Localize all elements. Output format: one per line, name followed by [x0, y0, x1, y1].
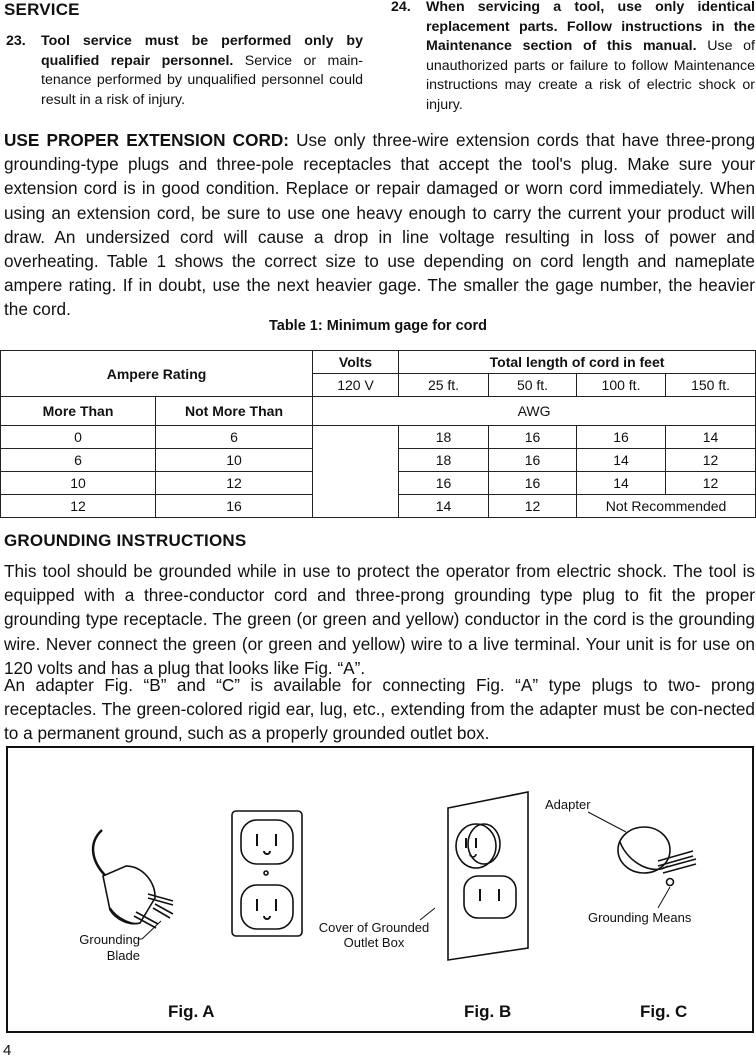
plug-icon	[103, 866, 155, 924]
table-row	[1, 426, 756, 449]
table-cell: 12	[666, 449, 756, 472]
plug-illustration	[8, 748, 752, 1031]
length-header: 100 ft.	[577, 374, 666, 397]
table-cell: 14	[577, 449, 666, 472]
not-more-than-header: Not More Than	[156, 397, 313, 426]
table-cell: 16	[577, 426, 666, 449]
grounding-heading: GROUNDING INSTRUCTIONS	[4, 531, 247, 550]
table-cell: 16	[489, 426, 577, 449]
fig-c-label: Fig. C	[640, 1002, 688, 1021]
grounding-figure	[6, 746, 754, 1033]
volts-header: Volts	[313, 351, 399, 374]
grounding-means-label: Grounding Means	[588, 910, 692, 925]
page-number: 4	[3, 1042, 12, 1059]
not-recommended-cell: Not Recommended	[577, 495, 756, 518]
item-text: Use of unauthorized parts or failure to follow Maintenance instructions may create a risk of electric shock or injury.	[426, 38, 755, 113]
table-cell: 18	[399, 426, 489, 449]
awg-header: AWG	[313, 397, 756, 426]
table-cell: 16	[489, 472, 577, 495]
ampere-rating-header: Ampere Rating	[1, 351, 313, 397]
fig-b-label: Fig. B	[464, 1002, 512, 1021]
length-header: 50 ft.	[489, 374, 577, 397]
outlet-cover-label-line: Cover of Grounded	[318, 920, 430, 935]
adapter-label: Adapter	[545, 797, 591, 812]
total-length-header: Total length of cord in feet	[399, 351, 756, 374]
table-cell: 14	[666, 426, 756, 449]
table-cell: 16	[399, 472, 489, 495]
grounding-paragraph-1: This tool should be grounded while in use to protect the operator from electric shock. The tool is equipped with a three-conductor cord and three-prong grounding type plug to fit the proper grounding type receptacle. The green (or green and yellow) conductor in the cord is the grounding wire. Never connect the green (or green and yellow) wire to a live terminal. Your unit is for use on 120 volts and has a plug that looks like Fig. “A”.	[4, 561, 755, 678]
grounding-blade-label-line: Grounding	[79, 932, 140, 947]
grounding-lug-icon	[667, 879, 674, 886]
table-cell: 0	[1, 426, 156, 449]
table-cell: 16	[489, 449, 577, 472]
length-header: 25 ft.	[399, 374, 489, 397]
extension-cord-text: Use only three-wire extension cords that have three-prong grounding-type plugs and three-pole receptacles that accept the tool's plug. Make sure your extension cord is in good condition. Replace or repair damaged or worn cord immediately. When using an extension cord, be sure to use one heavy enough to carry the current your product will draw. An undersized cord will cause a drop in line voltage resulting in loss of power and overheating. Table 1 shows the correct size to use depending on cord length and nameplate ampere rating. If in doubt, use the next heavier gage. The smaller the gage number, the heavier the cord.	[4, 130, 755, 320]
table-cell: 16	[156, 495, 313, 518]
table-cell: 12	[489, 495, 577, 518]
fig-a-label: Fig. A	[168, 1002, 215, 1021]
table-cell: 12	[666, 472, 756, 495]
more-than-header: More Than	[1, 397, 156, 426]
table-cell: 6	[1, 449, 156, 472]
grounding-blade-label	[66, 932, 140, 964]
table-cell: 18	[399, 449, 489, 472]
table-cell: 12	[156, 472, 313, 495]
table-cell: 10	[1, 472, 156, 495]
length-header: 150 ft.	[666, 374, 756, 397]
service-heading: SERVICE	[4, 0, 80, 19]
table-cell: 10	[156, 449, 313, 472]
grounding-paragraph-2: An adapter Fig. “B” and “C” is available for connecting Fig. “A” type plugs to two- prong receptacles. The green-colored rigid ear, lug, etc., extending from the adapter must be con-nected to a permanent ground, such as a properly grounded outlet box.	[4, 675, 755, 744]
volts-value: 120 V	[313, 374, 399, 397]
table-cell: 12	[1, 495, 156, 518]
extension-cord-paragraph	[4, 128, 755, 322]
item-bold-text: When servicing a tool, use only identical replacement parts. Follow instructions in the Maintenance section of this manual.	[426, 0, 755, 54]
item-number: 24.	[391, 0, 411, 15]
service-item-23	[6, 32, 363, 110]
volts-empty-cell	[313, 426, 399, 518]
gage-table	[0, 350, 756, 518]
table-cell: 14	[399, 495, 489, 518]
item-bold-text: Tool service must be performed only by qualified repair personnel.	[41, 33, 363, 69]
outlet-cover-label-line: Outlet Box	[343, 935, 405, 950]
outlet-cover-label	[308, 920, 440, 950]
grounding-blade-label-line: Blade	[106, 948, 140, 963]
table-cell: 14	[577, 472, 666, 495]
table-cell: 6	[156, 426, 313, 449]
service-item-24	[391, 0, 755, 115]
item-text: Service or main-tenance performed by unqualified personnel could result in a risk of injury.	[41, 52, 363, 108]
item-number: 23.	[6, 33, 26, 49]
extension-cord-heading: USE PROPER EXTENSION CORD:	[4, 130, 289, 150]
table-caption: Table 1: Minimum gage for cord	[268, 318, 488, 334]
